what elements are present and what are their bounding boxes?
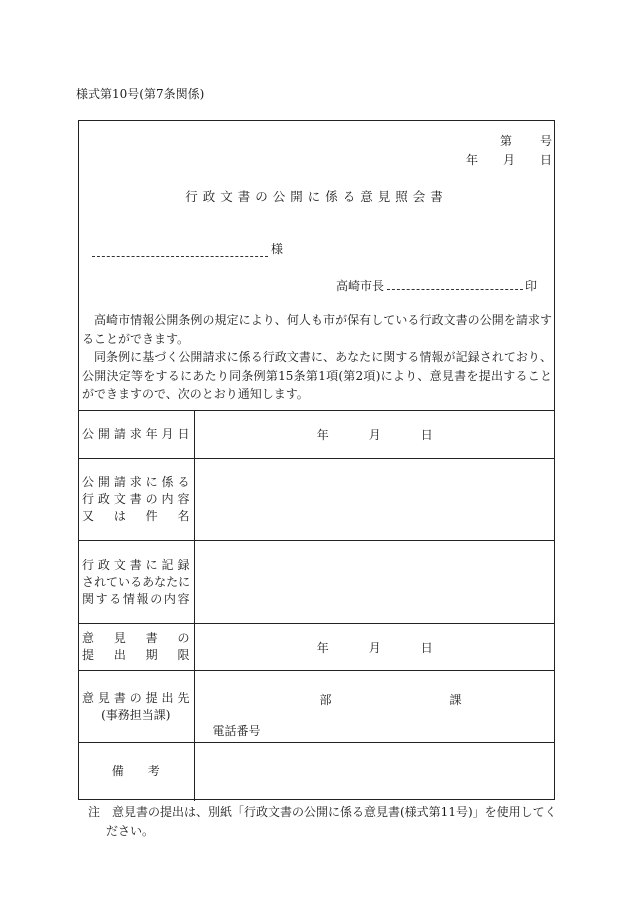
deadline-label	[78, 624, 194, 671]
request-year: 年	[316, 428, 329, 442]
remarks-value[interactable]	[194, 743, 555, 801]
document-content-value[interactable]	[194, 459, 555, 541]
submission-office-label-line-2: (事務担当課)	[101, 707, 171, 722]
personal-info-label	[78, 541, 194, 624]
personal-info-label-line-2: さ れ て い る あ な た に	[82, 574, 191, 589]
footnote	[88, 803, 558, 841]
deadline-year: 年	[316, 640, 329, 655]
document-content-label-line-3: 又 は 件 名	[82, 509, 190, 523]
request-day: 日	[420, 428, 433, 442]
addressee-blank[interactable]	[92, 246, 268, 257]
remarks-label: 備 考	[78, 743, 194, 801]
body-paragraph-1: 高崎市情報公開条例の規定により、何人も市が保有している行政文書の公開を請求することができます。	[82, 313, 552, 346]
mayor-title: 高崎市長	[336, 279, 385, 293]
doc-date-year: 年	[466, 153, 479, 167]
addressee-suffix: 様	[271, 242, 284, 256]
footnote-line-1: 注 意見書の提出は、別紙「行政文書の公開に係る意見書(様式第11号)」を使用してく	[88, 805, 557, 819]
document-title: 行政文書の公開に係る意見照会書	[185, 189, 448, 204]
body-text	[82, 311, 552, 404]
doc-number-prefix: 第	[500, 134, 513, 148]
details-table	[78, 410, 555, 801]
deadline-label-line-2: 提 出 期 限	[82, 648, 190, 662]
submission-office-value[interactable]	[194, 671, 555, 743]
seal-mark: 印	[525, 279, 538, 293]
document-content-label	[78, 459, 194, 541]
section-suffix: 課	[449, 693, 462, 707]
department-suffix: 部	[319, 693, 332, 707]
footnote-line-2: ださい。	[106, 824, 155, 838]
document-content-label-line-2: 行 政 文 書 の 内 容	[82, 492, 190, 506]
doc-date-day: 日	[540, 153, 553, 167]
request-date-label-text: 公 開 請 求 年 月 日	[82, 427, 190, 441]
personal-info-value[interactable]	[194, 541, 555, 624]
deadline-value[interactable]	[194, 624, 555, 671]
submission-office-label	[78, 671, 194, 743]
mayor-name-blank[interactable]	[387, 283, 523, 290]
request-date-value[interactable]	[194, 411, 555, 459]
doc-number-suffix: 号	[540, 134, 553, 148]
request-month: 月	[368, 428, 381, 442]
document-content-label-line-1: 公 開 請 求 に 係 る	[82, 475, 190, 489]
phone-label: 電話番号	[212, 724, 261, 738]
deadline-month: 月	[368, 640, 381, 655]
doc-date-month: 月	[503, 153, 516, 167]
request-date-label	[78, 411, 194, 459]
submission-office-label-line-1: 意 見 書 の 提 出 先	[82, 690, 190, 705]
deadline-day: 日	[420, 640, 433, 655]
personal-info-label-line-1: 行 政 文 書 に 記 録	[82, 557, 190, 572]
deadline-label-line-1: 意 見 書 の	[82, 631, 190, 645]
form-number-label: 様式第10号(第7条関係)	[76, 87, 205, 101]
body-paragraph-2: 同条例に基づく公開請求に係る行政文書に、あなたに関する情報が記録されており、公開決定等をするにあたり同条例第15条第1項(第2項)により、意見書を提出することができますので、次のとおり通知します。	[82, 350, 552, 402]
personal-info-label-line-3: 関 す る 情 報 の 内 容	[82, 591, 190, 606]
